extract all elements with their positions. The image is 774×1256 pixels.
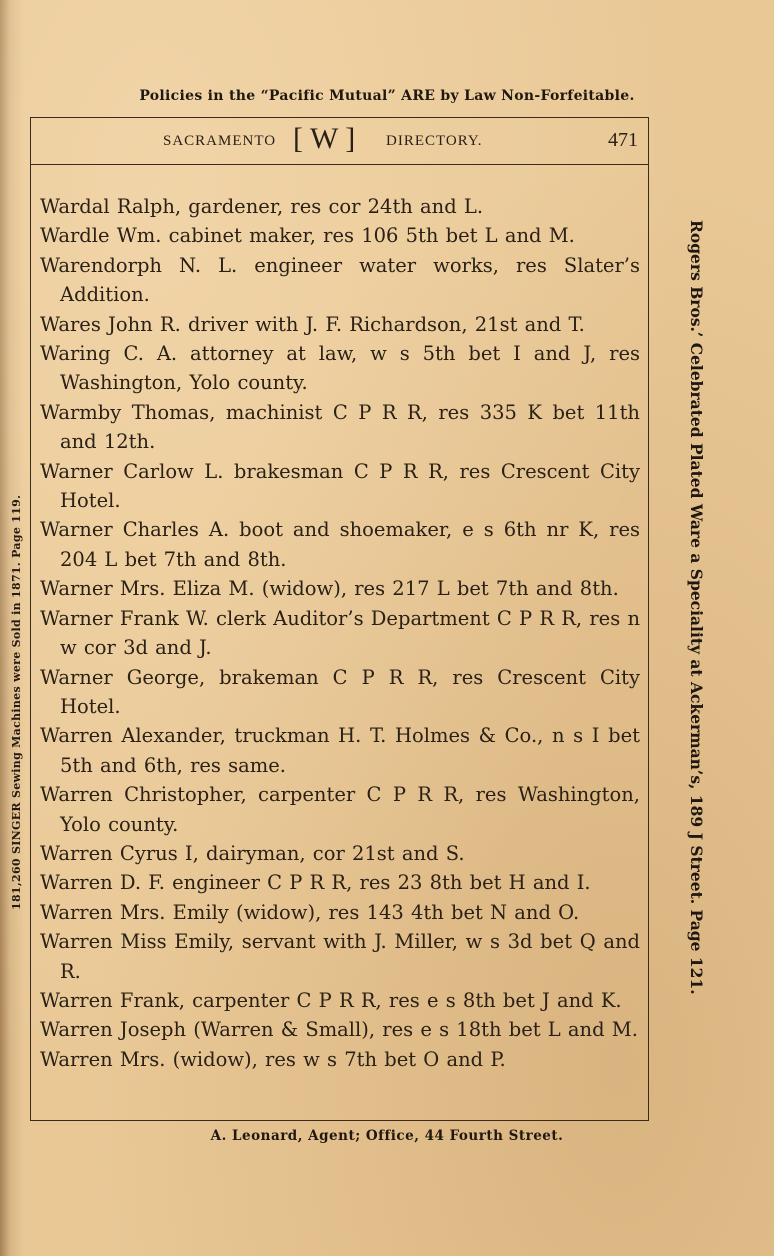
directory-entry: Wardle Wm. cabinet maker, res 106 5th bet L and M. [40,224,575,248]
directory-entry: Warren D. F. engineer C P R R, res 23 8th bet H and I. [40,871,591,895]
directory-entry: Warren Cyrus I, dairyman, cor 21st and S. [40,841,465,865]
header-section-letter: [ W ] [293,122,356,155]
directory-entry: Warren Frank, carpenter C P R R, res e s 8th bet J and K. [40,988,622,1012]
directory-entry: Warren Christopher, carpenter C P R R, res Washington, Yolo county. [40,783,640,836]
top-advertisement: Policies in the “Pacific Mutual” ARE by Law Non-Forfeitable. [139,88,635,104]
directory-entry: Warner Frank W. clerk Auditor’s Department C P R R, res n w cor 3d and J. [40,606,640,660]
left-margin-text: 181,260 SINGER Sewing Machines were Sold in 1871. Page 119. [10,494,23,910]
directory-entries [40,192,640,1074]
page-frame [30,117,649,1121]
running-header [31,118,648,165]
directory-entry: Warner Carlow L. brakesman C P R R, res Crescent City Hotel. [40,459,640,513]
directory-entry: Warner George, brakeman C P R R, res Crescent City Hotel. [40,665,640,718]
directory-entry: Waring C. A. attorney at law, w s 5th bet I and J, res Washington, Yolo county. [40,342,640,395]
directory-entry: Warner Mrs. Eliza M. (widow), res 217 L bet 7th and 8th. [40,577,619,601]
header-city: SACRAMENTO [163,133,277,149]
directory-entry: Warren Mrs. Emily (widow), res 143 4th bet N and O. [40,900,580,924]
directory-entry: Wardal Ralph, gardener, res cor 24th and L. [40,195,484,218]
page-number: 471 [608,129,638,151]
directory-entry: Warren Mrs. (widow), res w s 7th bet O and P. [40,1047,506,1071]
right-margin-text: Rogers Bros.’ Celebrated Plated Ware a Speciality at Ackerman’s, 189 J Street. Page 121. [687,220,706,995]
directory-entry: Warren Joseph (Warren & Small), res e s 18th bet L and M. [40,1018,638,1042]
directory-entry: Warendorph N. L. engineer water works, res Slater’s Addition. [40,253,640,307]
directory-entry: Warren Miss Emily, servant with J. Miller, w s 3d bet Q and R. [40,930,640,983]
header-directory: DIRECTORY. [386,133,483,149]
directory-entry: Warmby Thomas, machinist C P R R, res 335 K bet 11th and 12th. [40,400,640,454]
bottom-advertisement: A. Leonard, Agent; Office, 44 Fourth Street. [210,1128,564,1144]
directory-entry: Warren Alexander, truckman H. T. Holmes & Co., n s I bet 5th and 6th, res same. [40,724,640,777]
directory-entry: Warner Charles A. boot and shoemaker, e s 6th nr K, res 204 L bet 7th and 8th. [40,518,640,571]
directory-entry: Wares John R. driver with J. F. Richardson, 21st and T. [40,312,585,336]
